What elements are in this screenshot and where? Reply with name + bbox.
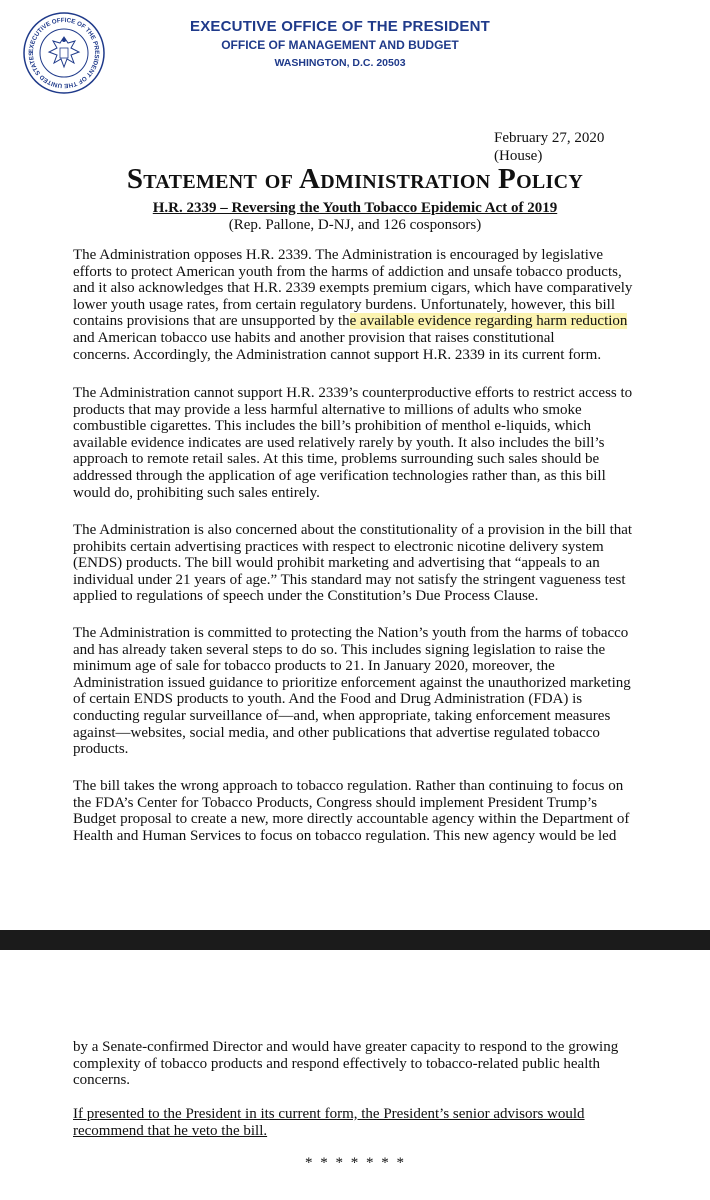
text-line: lower youth usage rates, from certain regulatory burdens. Unfortunately, however, this bill (73, 296, 616, 313)
bill-title: H.R. 2339 – Reversing the Youth Tobacco Epidemic Act of 2019 (152, 200, 558, 216)
text-line: against—websites, social media, and other publications that advertise regulated tobacco (73, 724, 600, 741)
chamber-label: (House) (494, 148, 543, 164)
document-date: February 27, 2020 (494, 130, 605, 146)
text-line: The Administration opposes H.R. 2339. The Administration is encouraged by legislative (73, 247, 604, 263)
text-line: Budget proposal to create a new, more directly accountable agency within the Department of (73, 811, 630, 828)
svg-text:EXECUTIVE OFFICE OF THE PRESID (28, 17, 100, 89)
text-line: conducting regular surveillance of—and, when appropriate, taking enforcement measures (73, 707, 611, 724)
header-line-2: OFFICE OF MANAGEMENT AND BUDGET (221, 38, 459, 52)
text-line: addressed through the application of age verification technologies rather than, as this bill (73, 467, 606, 484)
date-block (494, 129, 604, 165)
document-title: Statement of Administration Policy (126, 163, 584, 195)
text-line: Health and Human Services to focus on tobacco regulation. This new agency would be led (73, 827, 617, 844)
text-line: If presented to the President in its current form, the President’s senior advisors would (73, 1106, 585, 1122)
bill-sponsor: (Rep. Pallone, D-NJ, and 126 cosponsors) (228, 217, 482, 233)
text-line: complexity of tobacco products and respond effectively to tobacco-related public health (73, 1055, 601, 1072)
text-line: concerns. (73, 1072, 131, 1089)
text-line: concerns. Accordingly, the Administration cannot support H.R. 2339 in its current form. (73, 346, 602, 363)
header-line-1: EXECUTIVE OFFICE OF THE PRESIDENT (190, 18, 490, 35)
text-line-highlighted (73, 313, 633, 330)
text-line: minimum age of sale for tobacco products to 21. In January 2020, moreover, the (73, 658, 555, 675)
paragraph-4 (73, 625, 633, 758)
text-line: efforts to protect American youth from the harms of addiction and unsafe tobacco products, (73, 263, 622, 280)
text-segment: contains provisions that are unsupported by th (73, 313, 350, 330)
paragraph-2 (73, 385, 633, 501)
text-line: The Administration is committed to protecting the Nation’s youth from the harms of tobacco (73, 625, 629, 641)
text-line: individual under 21 years of age.” This standard may not satisfy the stringent vagueness test (73, 571, 626, 588)
text-line: (ENDS) products. The bill would prohibit marketing and advertising that “appeals to an (73, 555, 600, 572)
text-line: approach to remote retail sales. At this time, problems surrounding such sales should be (73, 451, 600, 468)
paragraph-6 (73, 1039, 633, 1089)
text-line: recommend that he veto the bill. (73, 1122, 268, 1139)
text-line: The Administration cannot support H.R. 2339’s counterproductive efforts to restrict access to (73, 385, 633, 401)
text-line: and it also acknowledges that H.R. 2339 exempts premium cigars, which have comparatively (73, 280, 633, 297)
paragraph-3 (73, 522, 633, 605)
text-line: available evidence indicates are used relatively rarely by youth. It also includes the bill’s (73, 434, 605, 451)
text-line: and American tobacco use habits and another provision that raises constitutional (73, 329, 555, 346)
text-line: the FDA’s Center for Tobacco Products, Congress should implement President Trump’s (73, 794, 598, 811)
text-line: applied to regulations of speech under the Constitution’s Due Process Clause. (73, 588, 539, 605)
text-line: combustible cigarettes. This includes the bill’s prohibition of menthol e-liquids, which (73, 418, 591, 435)
paragraph-5 (73, 778, 633, 844)
text-line: would do, prohibiting such sales entirely. (73, 484, 320, 501)
page-break-divider (0, 930, 710, 950)
text-line: The Administration is also concerned about the constitutionality of a provision in the bill that (73, 522, 633, 538)
text-line: and has already taken several steps to do so. This includes signing legislation to raise the (73, 641, 606, 658)
seal-text: EXECUTIVE OFFICE OF THE PRESIDENT OF THE UNITED STATES (27, 16, 101, 90)
presidential-seal-icon (23, 12, 105, 94)
highlighted-text: e available evidence regarding harm reduction (349, 313, 628, 330)
text-line: products that may provide a less harmful alternative to millions of adults who smoke (73, 401, 582, 418)
text-line: products. (73, 741, 129, 758)
paragraph-7-veto-recommendation (73, 1106, 633, 1139)
text-line: by a Senate-confirmed Director and would have greater capacity to respond to the growing (73, 1039, 619, 1055)
text-line: prohibits certain advertising practices with respect to electronic nicotine delivery system (73, 538, 604, 555)
text-line: The bill takes the wrong approach to tobacco regulation. Rather than continuing to focus on (73, 778, 624, 794)
paragraph-1 (73, 247, 633, 363)
closing-asterisks: * * * * * * * (305, 1155, 406, 1171)
header-line-3: WASHINGTON, D.C. 20503 (274, 57, 406, 69)
text-line: Administration issued guidance to prioritize enforcement against the unauthorized marketing (73, 674, 631, 691)
text-line: of certain ENDS products to youth. And the Food and Drug Administration (FDA) is (73, 691, 583, 708)
letterhead (0, 0, 710, 110)
